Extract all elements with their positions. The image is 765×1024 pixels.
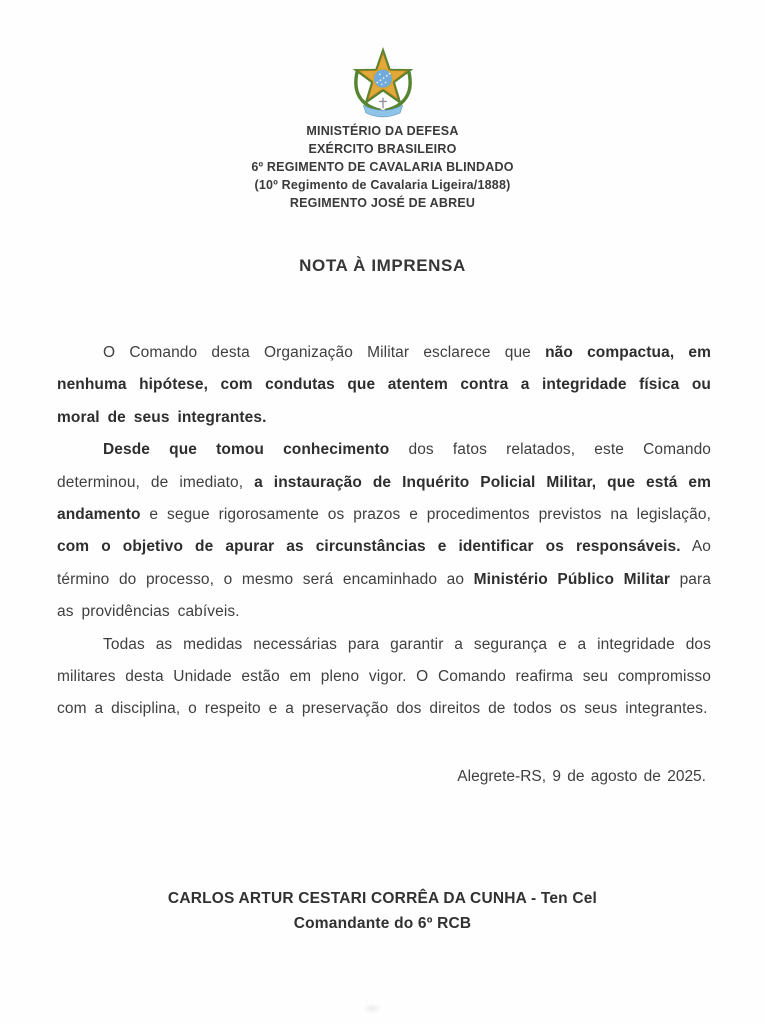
date-line: Alegrete-RS, 9 de agosto de 2025. (457, 768, 706, 785)
org-header-line-regiment: 6º REGIMENTO DE CAVALARIA BLINDADO (251, 160, 514, 174)
org-header-line-ministry: MINISTÉRIO DA DEFESA (306, 124, 459, 138)
signature-name: CARLOS ARTUR CESTARI CORRÊA DA CUNHA - Ten Cel (167, 890, 598, 907)
body-paragraph (57, 434, 711, 628)
bold-text-segment: a instauração de Inquérito Policial Militar, que está em andamento (57, 473, 711, 524)
org-header (0, 122, 765, 212)
org-header-line-army: EXÉRCITO BRASILEIRO (308, 142, 457, 156)
body-paragraph (57, 337, 711, 434)
org-header-line-historic: (10º Regimento de Cavalaria Ligeira/1888) (254, 178, 511, 192)
bold-text-segment: com o objetivo de apurar as circunstâncias e identificar os responsáveis. (57, 538, 681, 556)
signature-block (0, 886, 765, 936)
text-segment: dos fatos relatados, este Comando determinou, de imediato, (57, 441, 712, 491)
brazil-coat-of-arms-icon (348, 47, 418, 123)
bold-text-segment: Ministério Público Militar (473, 570, 670, 588)
sword-hilt (379, 98, 387, 109)
body-paragraph (57, 629, 711, 726)
text-segment: para as providências cabíveis. (57, 570, 711, 621)
scan-smudge (362, 1003, 382, 1014)
text-segment: Ao término do processo, o mesmo será encaminhado ao (57, 538, 711, 588)
document-body (57, 337, 711, 726)
text-segment: O Comando desta Organização Militar esclarece que (103, 344, 546, 361)
text-segment: e segue rigorosamente os prazos e procedimentos previstos na legislação, (140, 506, 711, 524)
org-header-line-honorific: REGIMENTO JOSÉ DE ABREU (289, 196, 476, 210)
document-title: NOTA À IMPRENSA (299, 256, 466, 275)
signature-role: Comandante do 6º RCB (293, 915, 472, 932)
bold-text-segment: não compactua, em nenhuma hipótese, com condutas que atentem contra a integridade física ou moral de seus integrantes. (57, 344, 711, 426)
text-segment: Todas as medidas necessárias para garantir a segurança e a integridade dos militares desta Unidade estão em pleno vigor. O Comando reafirma seu compromisso com a disciplina, o respeito e a preservação dos direitos de todos os seus integrantes. (57, 635, 711, 718)
bold-text-segment: Desde que tomou conhecimento (103, 441, 390, 459)
